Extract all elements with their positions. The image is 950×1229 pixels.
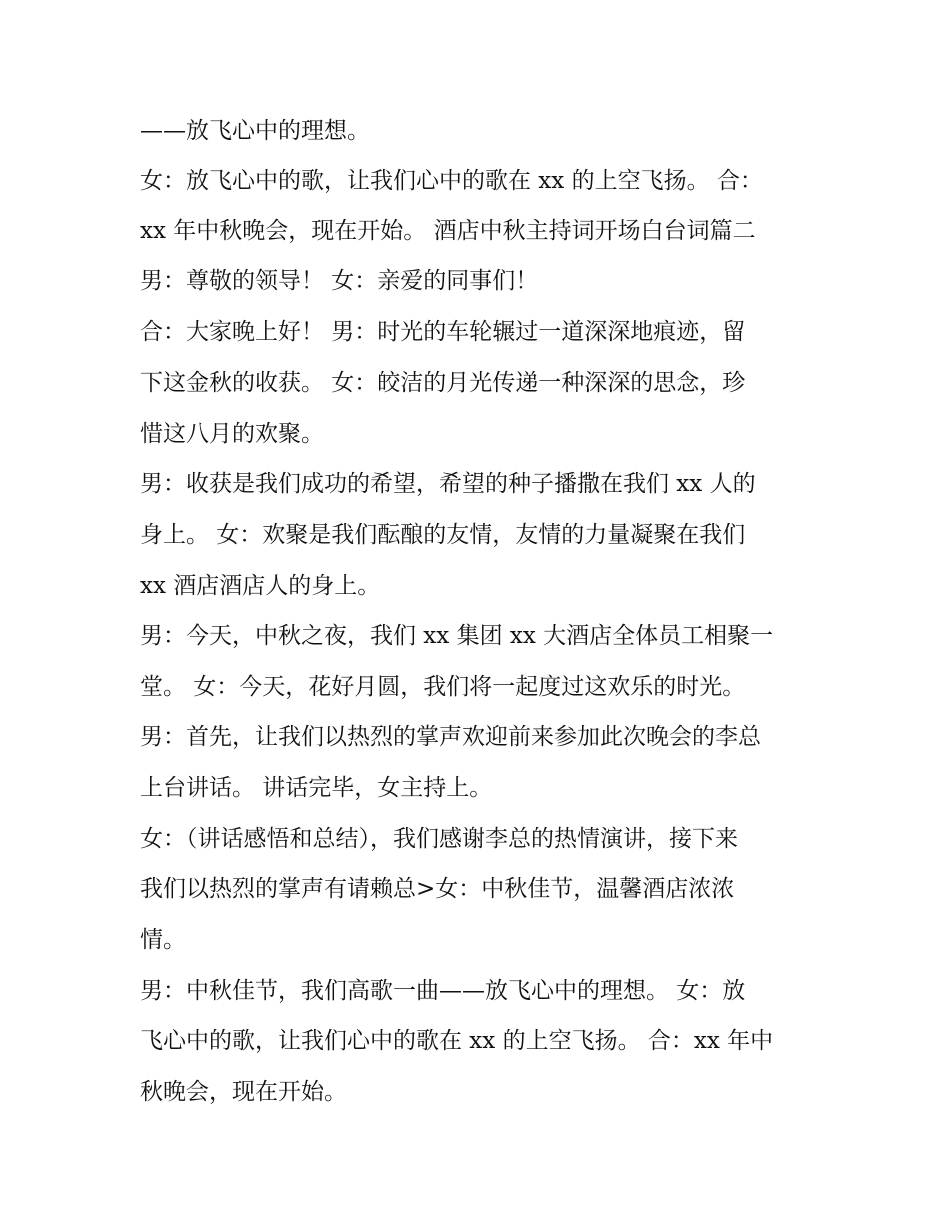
text-line: 男：中秋佳节，我们高歌一曲——放飞心中的理想。 女：放 (140, 978, 746, 1004)
text-line: 女：（讲话感悟和总结），我们感谢李总的热情演讲，接下来 (140, 826, 738, 852)
text-line: 男：首先，让我们以热烈的掌声欢迎前来参加此次晚会的李总 (140, 724, 761, 750)
text-line: ——放飞心中的理想。 (140, 118, 370, 144)
text-line: 飞心中的歌，让我们心中的歌在 xx 的上空飞扬。 合：xx 年中 (140, 1028, 774, 1054)
text-line: 情。 (140, 927, 186, 953)
text-line: 下这金秋的收获。 女：皎洁的月光传递一种深深的思念，珍 (140, 370, 746, 396)
text-line: 男：收获是我们成功的希望，希望的种子播撒在我们 xx 人的 (140, 471, 756, 497)
text-line: xx 年中秋晚会，现在开始。 酒店中秋主持词开场白台词篇二 (140, 218, 756, 244)
text-line: 堂。 女：今天，花好月圆，我们将一起度过这欢乐的时光。 (140, 674, 746, 700)
text-line: 女：放飞心中的歌，让我们心中的歌在 xx 的上空飞扬。 合： (140, 168, 763, 194)
text-line: xx 酒店酒店人的身上。 (140, 573, 381, 599)
text-line: 身上。 女：欢聚是我们酝酿的友情，友情的力量凝聚在我们 (140, 522, 746, 548)
text-line: 男：尊敬的领导！ 女：亲爱的同事们！ (140, 268, 539, 294)
text-line: 上台讲话。 讲话完毕，女主持上。 (140, 775, 493, 801)
text-line: 男：今天，中秋之夜，我们 xx 集团 xx 大酒店全体员工相聚一 (140, 623, 774, 649)
text-line: 我们以热烈的掌声有请赖总>女：中秋佳节，温馨酒店浓浓 (140, 876, 735, 902)
text-line: 合：大家晚上好！ 男：时光的车轮辗过一道深深地痕迹，留 (140, 319, 746, 345)
text-line: 惜这八月的欢聚。 (140, 421, 324, 447)
text-line: 秋晚会，现在开始。 (140, 1079, 347, 1105)
